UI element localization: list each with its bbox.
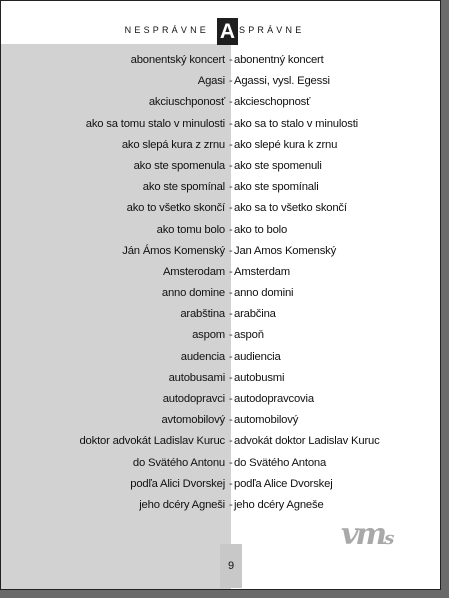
entry-row: [1, 454, 440, 475]
entry-row: [1, 221, 440, 242]
correct-form: Amsterdam: [234, 265, 290, 278]
page-header: [1, 17, 440, 43]
wrong-form: Agasi: [197, 75, 225, 88]
correct-form: ako ste spomenuli: [234, 159, 322, 172]
entry-row: [1, 136, 440, 157]
entry-row: [1, 199, 440, 220]
entry-row: [1, 93, 440, 114]
wrong-form: ako to všetko skončí: [126, 202, 225, 215]
separator-dash: -: [229, 223, 233, 236]
entry-row: [1, 284, 440, 305]
correct-form: ako sa to všetko skončí: [234, 202, 347, 215]
separator-dash: -: [229, 96, 233, 109]
wrong-form: arabština: [180, 308, 225, 321]
entry-row: [1, 178, 440, 199]
separator-dash: -: [229, 75, 233, 88]
header-right-label: SPRÁVNE: [239, 25, 305, 35]
wrong-form: Ján Ámos Komenský: [122, 244, 225, 257]
separator-dash: -: [229, 414, 233, 427]
correct-form: aspoň: [234, 329, 264, 342]
wrong-form: autodopravci: [162, 393, 225, 405]
separator-dash: -: [229, 117, 233, 130]
wrong-form: akciuschponosť: [148, 96, 225, 109]
correct-form: anno domini: [234, 287, 294, 300]
publisher-logo-icon: [341, 517, 394, 552]
entry-row: [1, 390, 440, 411]
entry-row: [1, 348, 440, 369]
separator-dash: -: [229, 498, 233, 511]
separator-dash: -: [229, 244, 233, 257]
wrong-form: ako sa tomu stalo v minulosti: [85, 117, 225, 130]
correct-form: ako to bolo: [234, 223, 288, 236]
entry-row: [1, 115, 440, 136]
wrong-form: abonentský koncert: [130, 54, 225, 66]
wrong-form: ako ste spomenula: [133, 159, 225, 172]
separator-dash: -: [229, 371, 233, 384]
correct-form: autobusmi: [234, 371, 285, 384]
separator-dash: -: [229, 159, 233, 172]
separator-dash: -: [229, 435, 233, 448]
separator-dash: -: [229, 329, 233, 342]
wrong-form: podľa Alici Dvorskej: [130, 477, 225, 490]
correct-form: ako ste spomínali: [234, 181, 319, 194]
section-letter: A: [217, 18, 238, 45]
wrong-form: aspom: [192, 329, 225, 342]
wrong-form: ako slepá kura z zrnu: [121, 138, 225, 151]
wrong-form: autobusami: [168, 371, 225, 384]
separator-dash: -: [229, 477, 233, 490]
correct-form: Jan Amos Komenský: [234, 244, 337, 257]
separator-dash: -: [229, 138, 233, 151]
separator-dash: -: [229, 202, 233, 215]
correct-form: audiencia: [234, 350, 281, 363]
correct-form: automobilový: [234, 414, 299, 427]
wrong-form: doktor advokát Ladislav Kuruc: [79, 435, 225, 448]
separator-dash: -: [229, 350, 233, 363]
entry-row: [1, 72, 440, 93]
entry-row: [1, 475, 440, 496]
entry-row: [1, 411, 440, 432]
wrong-form: do Svätého Antonu: [132, 456, 225, 469]
logo-sub: s: [384, 528, 395, 549]
entry-list: [1, 51, 440, 517]
separator-dash: -: [229, 54, 233, 66]
separator-dash: -: [229, 308, 233, 321]
wrong-form: anno domine: [161, 287, 225, 300]
entry-row: [1, 432, 440, 453]
wrong-form: ako tomu bolo: [156, 223, 225, 236]
wrong-form: ako ste spomínal: [142, 181, 225, 194]
entry-row: [1, 51, 440, 72]
page-number: 9: [220, 544, 242, 588]
separator-dash: -: [229, 393, 233, 405]
separator-dash: -: [229, 287, 233, 300]
entry-row: [1, 496, 440, 517]
entry-row: [1, 242, 440, 263]
correct-form: ako slepé kura k zrnu: [234, 138, 338, 151]
correct-form: arabčina: [234, 308, 276, 321]
entry-row: [1, 326, 440, 347]
entry-row: [1, 305, 440, 326]
correct-form: autodopravcovia: [234, 393, 314, 405]
wrong-form: Amsterodam: [162, 265, 225, 278]
entry-row: [1, 157, 440, 178]
wrong-form: jeho dcéry Agneši: [139, 498, 225, 511]
correct-form: do Svätého Antona: [234, 456, 327, 469]
separator-dash: -: [229, 181, 233, 194]
correct-form: Agassi, vysl. Egessi: [234, 75, 330, 88]
header-wrong-label: NESPRÁVNE: [124, 25, 209, 35]
entry-row: [1, 263, 440, 284]
wrong-form: audencia: [180, 350, 225, 363]
correct-form: jeho dcéry Agneše: [234, 498, 324, 511]
separator-dash: -: [229, 265, 233, 278]
correct-form: advokát doktor Ladislav Kuruc: [234, 435, 380, 448]
separator-dash: -: [229, 456, 233, 469]
correct-form: podľa Alice Dvorskej: [234, 477, 333, 490]
entry-row: [1, 369, 440, 390]
wrong-form: avtomobilový: [161, 414, 225, 427]
logo-text: vm: [341, 517, 385, 552]
correct-form: abonentný koncert: [234, 54, 324, 66]
correct-form: ako sa to stalo v minulosti: [234, 117, 358, 130]
correct-form: akcieschopnosť: [234, 96, 311, 109]
